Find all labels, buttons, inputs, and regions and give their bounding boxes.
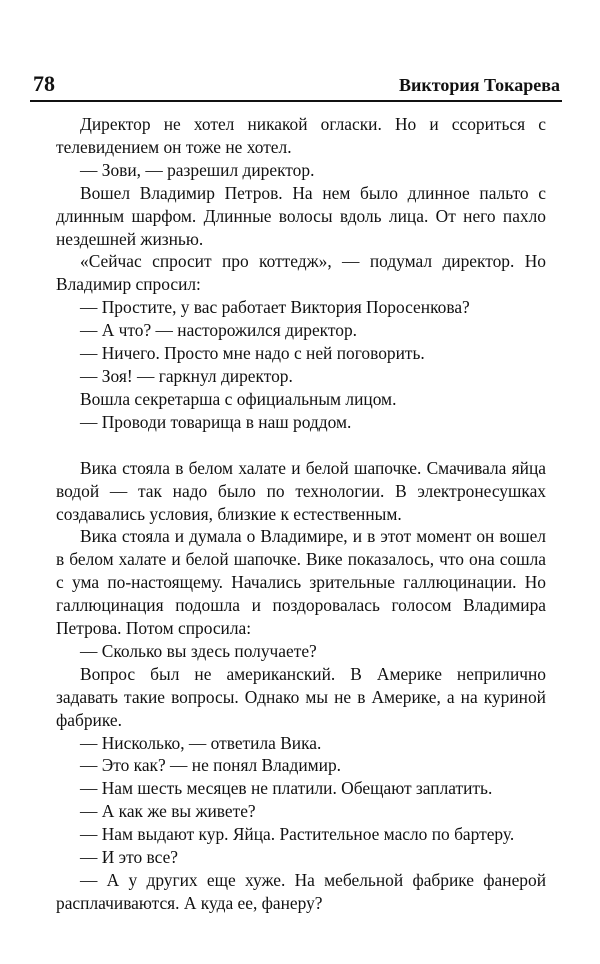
dialogue-line: — Зоя! — гаркнул директор.: [80, 365, 293, 386]
dialogue-line: — Простите, у вас работает Виктория Поросенкова?: [80, 297, 470, 318]
paragraph: Вика стояла и думала о Владимире, и в этот момент он вошел в белом халате и белой шапочке. Вике показалось, что она сошла с ума по-настоящему. Начались зрительные галлюцинации. Но галлюцинация подошла и поздоровалась голосом Владимира Петрова. Потом спросила:: [56, 526, 546, 639]
dialogue-line: — Нисколько, — ответила Вика.: [80, 732, 322, 753]
page-header: [33, 72, 560, 98]
paragraph: Вика стояла в белом халате и белой шапочке. Смачивала яйца водой — так надо было по технологии. В электронесушках создавались условия, близкие к естественным.: [56, 457, 546, 524]
dialogue-line: — Нам выдают кур. Яйца. Растительное масло по бартеру.: [80, 824, 515, 845]
header-rule: [30, 100, 562, 102]
paragraph: Директор не хотел никакой огласки. Но и ссориться с телевидением он тоже не хотел.: [56, 114, 546, 157]
dialogue-line: — И это все?: [80, 847, 179, 868]
running-head-author: Виктория Токарева: [399, 75, 560, 95]
paragraph: Вошел Владимир Петров. На нем было длинное пальто с длинным шарфом. Длинные волосы вдоль лица. От него пахло нездешней жизнью.: [56, 182, 546, 249]
dialogue-line: — Нам шесть месяцев не платили. Обещают заплатить.: [80, 778, 493, 799]
dialogue-line: — А как же вы живете?: [80, 801, 256, 822]
paragraph: Вопрос был не американский. В Америке неприлично задавать такие вопросы. Однако мы не в Америке, а на куриной фабрике.: [56, 663, 546, 730]
page-number: 78: [33, 71, 55, 96]
dialogue-line: — А что? — насторожился директор.: [80, 320, 357, 341]
dialogue-line: — Ничего. Просто мне надо с ней поговорить.: [80, 343, 425, 364]
paragraph: Вошла секретарша с официальным лицом.: [80, 388, 397, 409]
body-text: [56, 113, 546, 915]
dialogue-line: — А у других еще хуже. На мебельной фабрике фанерой расплачиваются. А куда ее, фанеру?: [56, 870, 546, 913]
dialogue-line: — Это как? — не понял Владимир.: [80, 755, 342, 776]
dialogue-line: — Проводи товарища в наш роддом.: [80, 411, 352, 432]
dialogue-line: — Сколько вы здесь получаете?: [80, 640, 317, 661]
paragraph: «Сейчас спросит про коттедж», — подумал директор. Но Владимир спросил:: [56, 251, 546, 295]
dialogue-line: — Зови, — разрешил директор.: [80, 159, 315, 180]
